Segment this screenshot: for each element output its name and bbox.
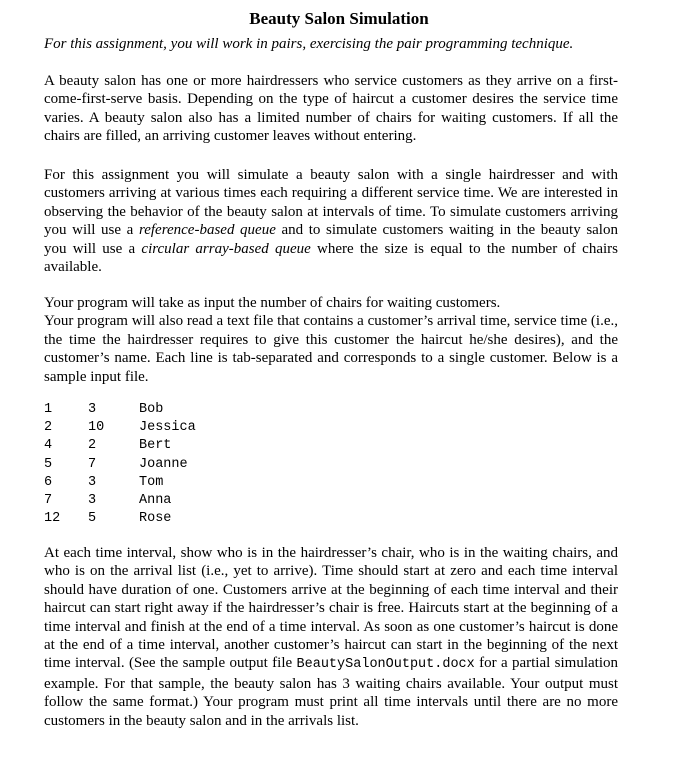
paragraph-output-requirements	[44, 544, 618, 730]
service-time: 3	[88, 492, 97, 508]
service-time: 3	[88, 474, 97, 490]
arrival-time: 12	[44, 511, 61, 527]
arrival-time: 5	[44, 456, 53, 472]
paragraph-simulation-overview	[44, 166, 618, 276]
output-filename: BeautySalonOutput.docx	[296, 657, 475, 673]
sample-input-row	[44, 510, 344, 528]
arrival-time: 4	[44, 438, 53, 454]
paragraph-text: For this assignment you will simulate a beauty salon with a single hairdresser and with customers arriving at various times each requiring a different service time. We are interested in observing the behavior of the beauty salon at intervals of time. To simulate customers arriving you will use a	[44, 167, 618, 239]
sample-input-row	[44, 401, 344, 419]
emphasis-reference-queue: reference-based queue	[138, 222, 276, 239]
sample-input-row	[44, 474, 344, 492]
paragraph-intro: A beauty salon has one or more hairdressers who service customers as they arrive on a first-come-first-serve basis. Depending on the type of haircut a customer desires the service time varies. A beauty salon also has a limited number of chairs for waiting customers. If all the chairs are filled, an arriving customer leaves without entering.	[44, 73, 618, 145]
sample-input-row	[44, 456, 344, 474]
sample-input-row	[44, 492, 344, 510]
arrival-time: 1	[44, 402, 53, 417]
customer-name: Tom	[139, 474, 164, 490]
customer-name: Rose	[139, 511, 172, 527]
customer-name: Jessica	[139, 420, 196, 436]
service-time: 7	[88, 456, 97, 472]
service-time: 2	[88, 438, 97, 454]
paragraph-input-description	[44, 294, 618, 386]
arrival-time: 6	[44, 474, 53, 490]
service-time: 3	[88, 402, 97, 417]
paragraph-text: for a partial simulation example. For that sample, the beauty salon has 3 waiting chairs available. Your output must follow the same format.) Your program must print all time intervals until there are no more customers in the beauty salon and in the arrivals list.	[44, 655, 618, 729]
document-title: Beauty Salon Simulation	[249, 9, 429, 28]
sample-input-row	[44, 437, 344, 455]
arrival-time: 2	[44, 420, 53, 436]
paragraph-text: and to simulate customers waiting in the beauty salon you will use a	[44, 222, 618, 257]
customer-name: Anna	[139, 492, 172, 508]
emphasis-circular-queue: circular array-based queue	[141, 240, 311, 257]
customer-name: Joanne	[139, 456, 188, 472]
paragraph-text: Your program will also read a text file that contains a customer’s arrival time, service time (i.e., the time the hairdresser requires to give this customer the haircut he/she desires), and the customer’s name. Each line is tab-separated and corresponds to a single customer. Below is a sample input file.	[44, 313, 618, 385]
paragraph-text: At each time interval, show who is in the hairdresser’s chair, who is in the waiting chairs, and who is on the arrival list (i.e., yet to arrive). Time should start at zero and each time interval should have duration of one. Customers arrive at the beginning of each time interval and their haircut can start right away if the hairdresser’s chair is free. Haircuts start at the beginning of a time interval and finish at the end of a time interval. As soon as one customer’s haircut is done at the end of a time interval, another customer’s haircut can start in the beginning of the next time interval. (See the sample output file	[44, 545, 618, 672]
service-time: 10	[88, 420, 105, 436]
customer-name: Bert	[139, 438, 172, 454]
paragraph-line: Your program will take as input the number of chairs for waiting customers.	[44, 295, 501, 311]
sample-input-file	[44, 401, 344, 528]
paragraph-text: where the size is equal to the number of chairs available.	[44, 240, 618, 276]
sample-input-row	[44, 419, 344, 437]
service-time: 5	[88, 511, 97, 527]
customer-name: Bob	[139, 402, 164, 417]
document-subtitle: For this assignment, you will work in pairs, exercising the pair programming technique.	[44, 36, 574, 52]
arrival-time: 7	[44, 492, 53, 508]
